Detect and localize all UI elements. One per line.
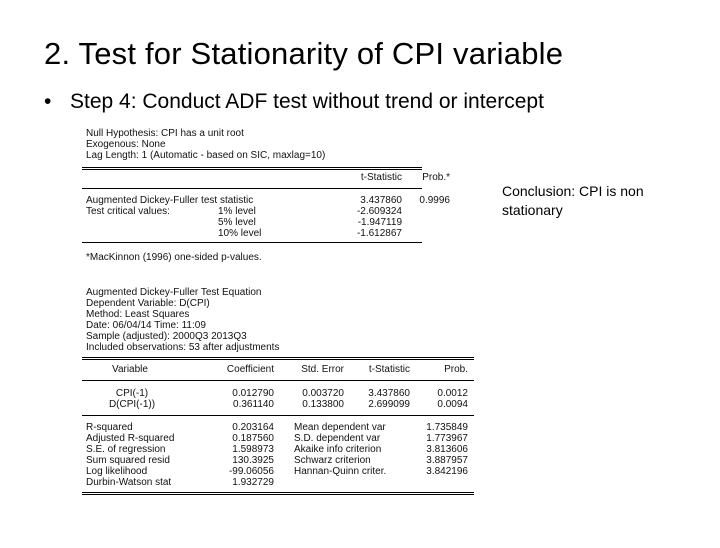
table-rule	[82, 188, 422, 189]
adf-col-headers	[82, 172, 474, 183]
conclusion-text: Conclusion: CPI is non stationary	[502, 183, 644, 218]
stat-label: Schwarz criterion	[294, 455, 371, 466]
bullet-item	[44, 90, 544, 114]
equation-col-headers	[82, 364, 474, 375]
critical-row	[82, 228, 474, 239]
slide-title: 2. Test for Stationarity of CPI variable	[44, 36, 564, 71]
adf-header-line: Lag Length: 1 (Automatic - based on SIC, maxlag=10)	[86, 150, 326, 161]
stat-value: 3.813606	[426, 444, 468, 455]
stat-value: 3.842196	[426, 466, 468, 477]
critical-row	[82, 206, 474, 217]
col-t-statistic: t-Statistic	[368, 364, 410, 375]
stats-row	[82, 444, 474, 455]
table-rule	[82, 357, 474, 360]
equation-header-line: Date: 06/04/14 Time: 11:09	[86, 320, 206, 331]
stat-value: 0.203164	[232, 422, 274, 433]
stats-row	[82, 466, 474, 477]
stat-value: 3.887957	[426, 455, 468, 466]
cell-coefficient: 0.361140	[233, 399, 274, 410]
equation-header-line: Dependent Variable: D(CPI)	[86, 298, 210, 309]
critical-label: Test critical values:	[86, 206, 170, 217]
table-rule	[82, 380, 474, 381]
stat-label: Sum squared resid	[86, 455, 170, 466]
critical-value: -1.612867	[356, 228, 402, 239]
cell-variable: CPI(-1)	[115, 388, 149, 399]
col-prob: Prob.	[444, 364, 468, 375]
adf-footnote: *MacKinnon (1996) one-sided p-values.	[86, 252, 262, 263]
adf-stat-value: 3.437860	[360, 195, 402, 206]
adf-stat-row	[82, 195, 474, 206]
stat-value: 1.932729	[232, 477, 274, 488]
stats-row	[82, 477, 474, 488]
critical-level: 10% level	[218, 228, 262, 239]
col-std-error: Std. Error	[301, 364, 344, 375]
stat-label: Adjusted R-squared	[86, 433, 175, 444]
stat-value: 0.187560	[232, 433, 274, 444]
stat-value: 1.598973	[232, 444, 274, 455]
cell-coefficient: 0.012790	[232, 388, 274, 399]
adf-header	[86, 128, 325, 161]
critical-value: -2.609324	[356, 206, 402, 217]
equation-header-line: Method: Least Squares	[86, 309, 190, 320]
stat-label: Mean dependent var	[294, 422, 386, 433]
stat-label: Hannan-Quinn criter.	[294, 466, 387, 477]
critical-level: 1% level	[218, 206, 256, 217]
cell-std-error: 0.133800	[302, 399, 344, 410]
stat-label: S.E. of regression	[86, 444, 166, 455]
stat-label: Durbin-Watson stat	[86, 477, 172, 488]
table-row	[82, 399, 474, 410]
col-prob: Prob.*	[422, 172, 450, 183]
cell-std-error: 0.003720	[302, 388, 344, 399]
col-tstat: t-Statistic	[360, 172, 402, 183]
col-variable: Variable	[112, 364, 148, 375]
stat-label: S.D. dependent var	[294, 433, 381, 444]
stat-value: 1.773967	[426, 433, 468, 444]
table-rule	[82, 167, 422, 170]
table-rule	[82, 492, 474, 495]
critical-row	[82, 217, 474, 228]
stat-value: 130.3925	[232, 455, 274, 466]
equation-header-line: Augmented Dickey-Fuller Test Equation	[86, 287, 262, 298]
adf-stat-prob: 0.9996	[419, 195, 450, 206]
cell-variable: D(CPI(-1))	[108, 399, 156, 410]
stat-value: 1.735849	[426, 422, 468, 433]
stat-value: -99.06056	[228, 466, 274, 477]
table-rule	[82, 242, 422, 243]
stats-row	[82, 422, 474, 433]
adf-header-line: Null Hypothesis: CPI has a unit root	[86, 128, 244, 139]
stat-label: R-squared	[86, 422, 133, 433]
critical-value: -1.947119	[357, 217, 402, 228]
col-coefficient: Coefficient	[226, 364, 274, 375]
table-rule	[82, 415, 474, 416]
equation-header-line: Included observations: 53 after adjustments	[86, 342, 280, 353]
stats-row	[82, 433, 474, 444]
cell-prob: 0.0094	[437, 399, 468, 410]
table-row	[82, 388, 474, 399]
equation-header	[86, 287, 279, 353]
stats-row	[82, 455, 474, 466]
bullet-icon: •	[44, 90, 52, 113]
critical-level: 5% level	[218, 217, 256, 228]
stat-label: Akaike info criterion	[294, 444, 382, 455]
equation-header-line: Sample (adjusted): 2000Q3 2013Q3	[86, 331, 247, 342]
cell-prob: 0.0012	[437, 388, 468, 399]
adf-header-line: Exogenous: None	[86, 139, 166, 150]
stat-label: Log likelihood	[86, 466, 148, 477]
cell-t-statistic: 3.437860	[368, 388, 410, 399]
eviews-output	[82, 128, 474, 548]
bullet-text: Step 4: Conduct ADF test without trend or intercept	[70, 90, 544, 113]
adf-stat-label: Augmented Dickey-Fuller test statistic	[86, 195, 254, 206]
cell-t-statistic: 2.699099	[368, 399, 410, 410]
